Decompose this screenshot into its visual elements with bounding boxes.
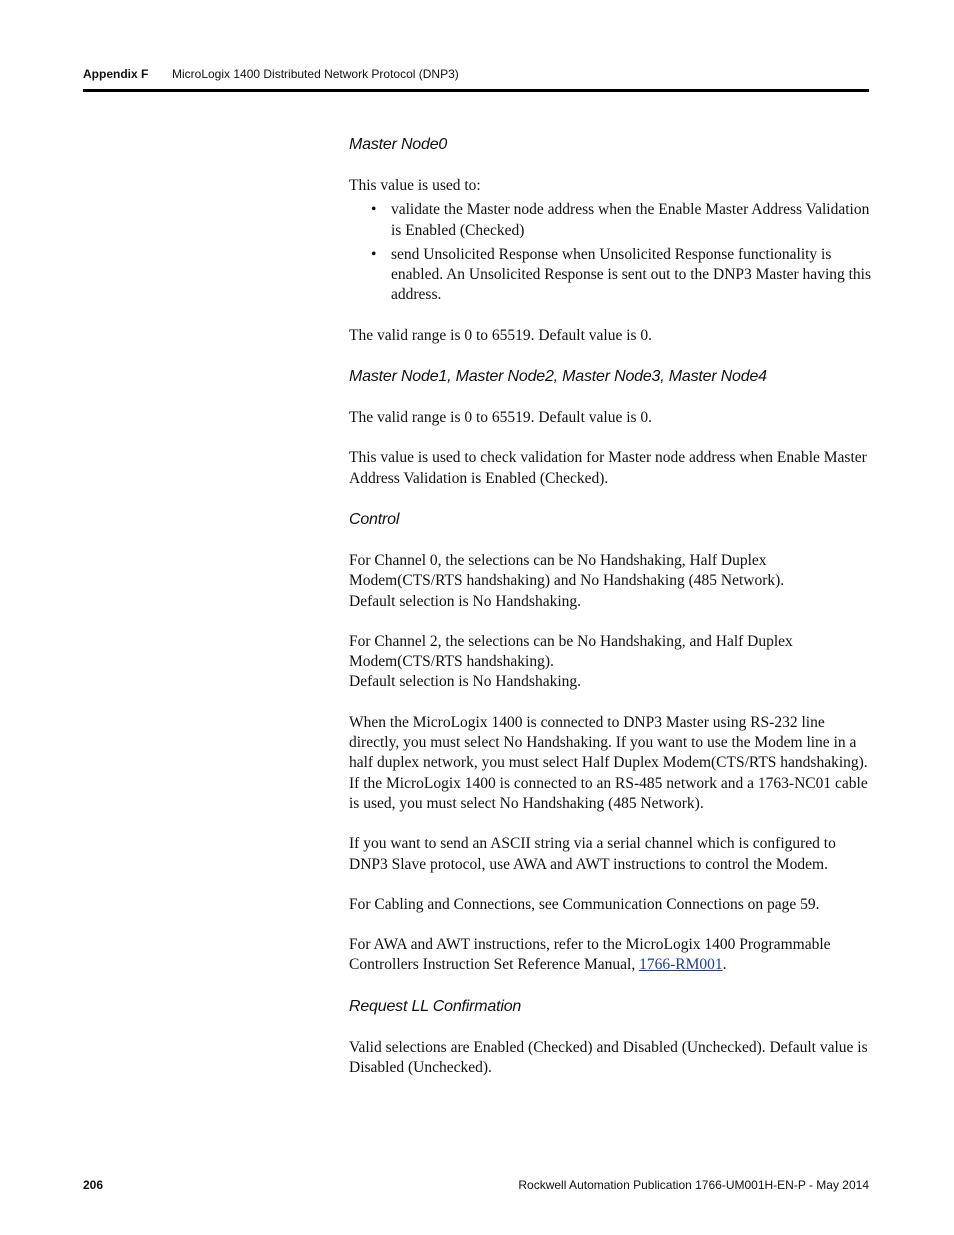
- control-channel0-default: Default selection is No Handshaking.: [349, 592, 582, 610]
- header-rule: [83, 89, 869, 92]
- publication-info: Rockwell Automation Publication 1766-UM001H-EN-P - May 2014: [518, 1178, 869, 1192]
- control-channel0-text: For Channel 0, the selections can be No Handshaking, Half Duplex Modem(CTS/RTS handshaking) and No Handshaking (485 Network).: [349, 551, 785, 590]
- heading-master-nodes: Master Node1, Master Node2, Master Node3, Master Node4: [349, 368, 767, 386]
- list-item-text: send Unsolicited Response when Unsolicited Response functionality is enabled. An Unsolicited Response is sent out to the DNP3 Master having this address.: [391, 245, 872, 304]
- master-nodes-range: The valid range is 0 to 65519. Default value is 0.: [349, 409, 653, 427]
- list-item: [349, 245, 871, 306]
- page-number: 206: [83, 1178, 104, 1192]
- page-content: [349, 134, 871, 1098]
- control-channel0: [349, 551, 871, 612]
- awa-awt-text: For AWA and AWT instructions, refer to the MicroLogix 1400 Programmable Controllers Instruction Set Reference Manual,: [349, 936, 831, 974]
- bullet-icon: •: [371, 245, 377, 263]
- heading-request-ll: Request LL Confirmation: [349, 997, 522, 1015]
- awa-awt-suffix: .: [722, 956, 727, 974]
- chapter-title: MicroLogix 1400 Distributed Network Protocol (DNP3): [172, 67, 459, 81]
- control-rs232: When the MicroLogix 1400 is connected to DNP3 Master using RS-232 line directly, you must select No Handshaking. If you want to use the Modem line in a half duplex network, you must select Half Duplex Modem(CTS/RTS handshaking). If the MicroLogix 1400 is connected to an RS-485 network and a 1763-NC01 cable is used, you must select No Handshaking (485 Network).: [349, 713, 868, 812]
- request-ll-text: Valid selections are Enabled (Checked) and Disabled (Unchecked). Default value is Disabled (Unchecked).: [349, 1038, 868, 1077]
- control-channel2-default: Default selection is No Handshaking.: [349, 673, 582, 691]
- heading-control: Control: [349, 510, 400, 528]
- heading-master-node0: Master Node0: [349, 136, 448, 153]
- control-awa-awt: [349, 935, 871, 976]
- master-node0-bullets: [349, 200, 871, 305]
- master-nodes-desc: This value is used to check validation for Master node address when Enable Master Address Validation is Enabled (Checked).: [349, 449, 867, 487]
- page-header: [83, 66, 869, 82]
- control-cabling: For Cabling and Connections, see Communication Connections on page 59.: [349, 895, 820, 913]
- control-channel2-text: For Channel 2, the selections can be No Handshaking, and Half Duplex Modem(CTS/RTS handshaking).: [349, 632, 793, 671]
- master-node0-range: The valid range is 0 to 65519. Default value is 0.: [349, 326, 653, 344]
- rm001-link[interactable]: 1766-RM001: [639, 956, 723, 974]
- control-ascii: If you want to send an ASCII string via a serial channel which is configured to DNP3 Slave protocol, use AWA and AWT instructions to control the Modem.: [349, 835, 836, 873]
- list-item-text: validate the Master node address when the Enable Master Address Validation is Enabled (Checked): [391, 201, 870, 239]
- bullet-icon: •: [371, 201, 377, 219]
- master-node0-intro: This value is used to:: [349, 177, 481, 194]
- appendix-label: Appendix F: [83, 67, 149, 81]
- control-channel2: [349, 632, 871, 693]
- list-item: [349, 200, 871, 241]
